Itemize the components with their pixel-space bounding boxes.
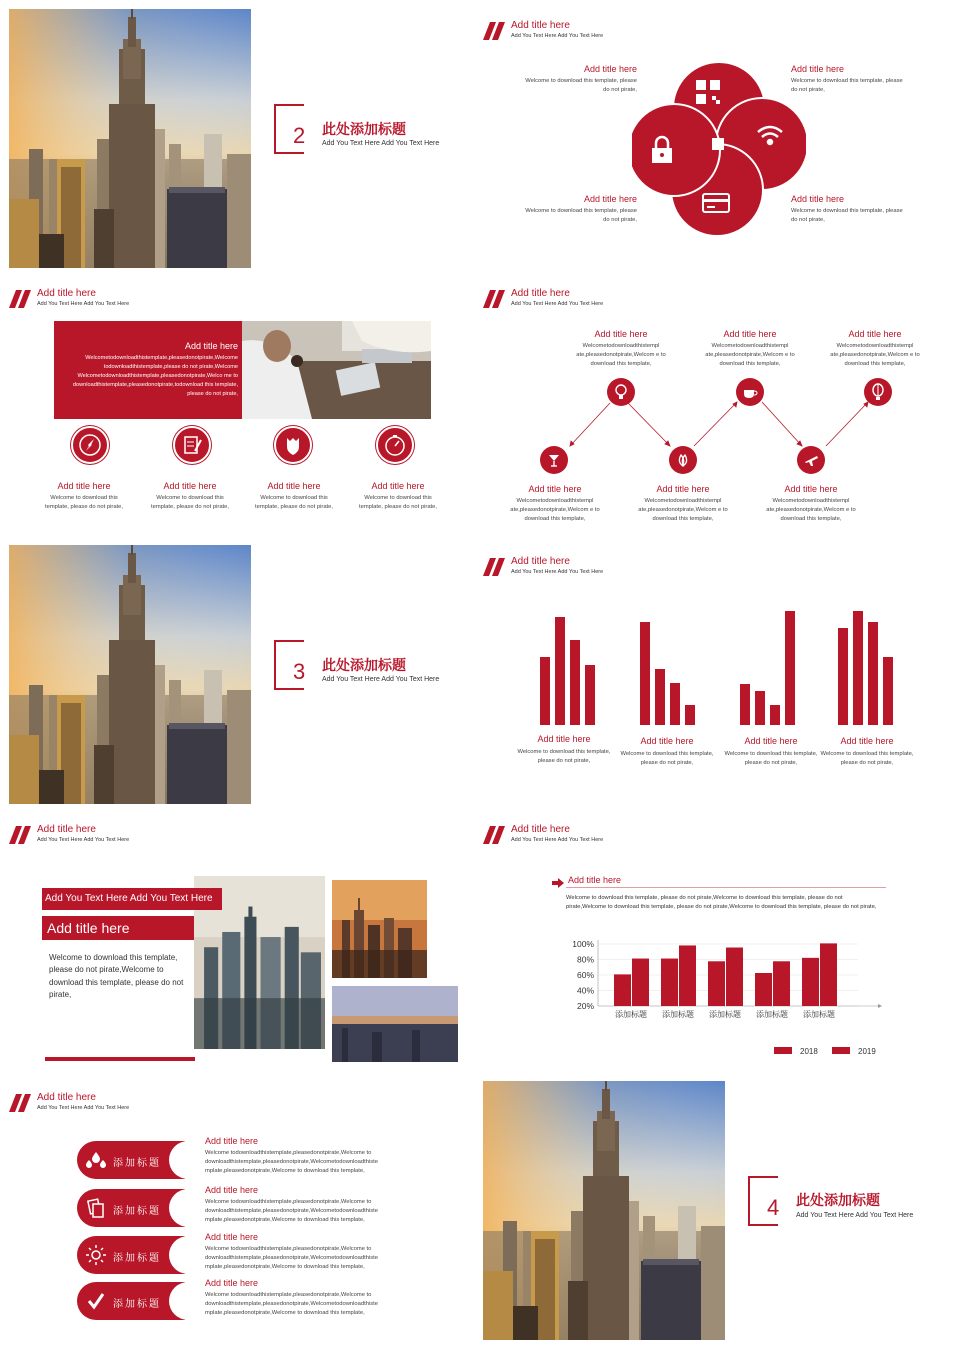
- bar: [853, 611, 863, 725]
- item-text: Welcome to download this template, please do not pirate,: [151, 495, 229, 510]
- slide-zigzag: [482, 268, 956, 536]
- bar-chart: [562, 932, 882, 1064]
- section-title: 此处添加标题: [322, 657, 406, 673]
- brand-slash-icon: [483, 558, 505, 576]
- chart-subtitle: Add title here: [568, 875, 622, 885]
- bar: [755, 691, 765, 725]
- zigzag-bottom-item: [638, 484, 728, 524]
- pill-item: [77, 1189, 185, 1227]
- bar-groups-chart: [482, 596, 956, 728]
- header-subtitle: Add You Text Here Add You Text Here: [37, 837, 130, 843]
- cocktail-icon: [540, 446, 568, 474]
- item-title: Add title here: [791, 194, 845, 204]
- pill-text: [205, 1185, 405, 1225]
- item-text: Welcometodownloadthistempl ate,pleasedonotpirate,Welcom e to download this template,: [705, 343, 795, 367]
- item-text: Welcometodownloadthistempl ate,pleasedonotpirate,Welcom e to download this template,: [576, 343, 666, 367]
- collage-title: Add title here: [42, 916, 194, 940]
- petal-text-br: [791, 194, 906, 225]
- slide-header: [9, 1094, 209, 1114]
- brand-slash-icon: [483, 22, 505, 40]
- header-subtitle: Add You Text Here Add You Text Here: [511, 569, 604, 575]
- item-title: Add title here: [840, 736, 894, 746]
- header-title: Add title here: [511, 556, 570, 567]
- brand-slash-icon: [9, 826, 31, 844]
- petal-text-tl: [522, 64, 637, 95]
- bar-group-caption: [514, 734, 614, 766]
- y-tick-label: 60%: [576, 970, 594, 980]
- header-subtitle: Add You Text Here Add You Text Here: [511, 301, 604, 307]
- bar: [540, 657, 550, 725]
- brand-slash-icon: [483, 826, 505, 844]
- header-subtitle: Add You Text Here Add You Text Here: [37, 1105, 130, 1111]
- item-title: Add title here: [640, 736, 694, 746]
- bar: [632, 959, 649, 1006]
- checkmark-icon: [86, 1291, 106, 1311]
- legend-swatch: [832, 1047, 850, 1054]
- bar: [679, 945, 696, 1006]
- bar-group-caption: [721, 736, 821, 768]
- bar: [773, 961, 790, 1006]
- item-title: Add title here: [784, 484, 838, 494]
- item-title: Add title here: [791, 64, 845, 74]
- lightbulb-icon: [607, 378, 635, 406]
- header-subtitle: Add You Text Here Add You Text Here: [511, 33, 604, 39]
- y-tick-label: 80%: [576, 954, 594, 965]
- slide-header: [9, 826, 209, 846]
- item-title: Add title here: [205, 1278, 259, 1288]
- item-title: Add title here: [656, 484, 710, 494]
- pill-item: [77, 1282, 185, 1320]
- city-photo-dusk: [332, 986, 458, 1062]
- icon-item: [248, 481, 340, 512]
- brand-slash-icon: [483, 290, 505, 308]
- bar: [685, 705, 695, 725]
- item-text: Welcome to download this template, please do not pirate,: [255, 495, 333, 510]
- pill-item: [77, 1236, 185, 1274]
- bar: [670, 683, 680, 725]
- bar: [614, 974, 631, 1006]
- item-text: Welcome todownloadthistemplate,pleasedonotpirate,Welcome to downloadthistemplate,pleasedonotpirate,Welcometodownloadthiste mplate,pleasedonotpirate,Welcome to download this template,: [205, 1150, 378, 1174]
- leaf-icon: [669, 446, 697, 474]
- arrow-right-icon: [552, 878, 564, 888]
- section-number: 3: [293, 659, 306, 684]
- item-text: Welcometodownloadthistempl ate,pleasedonotpirate,Welcom e to download this template,: [510, 498, 600, 522]
- brand-slash-icon: [9, 290, 31, 308]
- item-text: Welcometodownloadthistempl ate,pleasedonotpirate,Welcom e to download this template,: [766, 498, 856, 522]
- item-text: Welcome todownloadthistemplate,pleasedonotpirate,Welcome to downloadthistemplate,pleasedonotpirate,Welcometodownloadthiste mplate,pleasedonotpirate,Welcome to download this template,: [205, 1199, 378, 1223]
- header-subtitle: Add You Text Here Add You Text Here: [37, 301, 130, 307]
- city-photo: [9, 9, 251, 268]
- x-axis-arrow: [878, 1004, 882, 1008]
- shield-icon: [274, 426, 312, 464]
- airplane-icon: [797, 446, 825, 474]
- y-tick-label: 40%: [576, 985, 594, 996]
- item-text: Welcome to download this template, please do not pirate,: [525, 78, 637, 93]
- section-title: 此处添加标题: [796, 1192, 880, 1208]
- item-title: Add title here: [723, 329, 777, 339]
- header-title: Add title here: [37, 288, 96, 299]
- icon-item: [352, 481, 444, 512]
- bar: [740, 684, 750, 725]
- item-text: Welcome to download this template, please do not pirate,: [620, 751, 714, 766]
- header-title: Add title here: [511, 20, 570, 31]
- icon-item: [40, 481, 128, 512]
- office-photo: [242, 321, 431, 419]
- divider: [566, 887, 886, 888]
- petal-text-tr: [791, 64, 906, 95]
- pill-text: [205, 1232, 405, 1272]
- slide-header: [483, 22, 683, 42]
- item-title: Add title here: [163, 481, 217, 491]
- document-stack-icon: [86, 1198, 106, 1218]
- zigzag-bottom-item: [510, 484, 600, 524]
- item-text: Welcome to download this template, please do not pirate,: [791, 78, 903, 93]
- pill-label: 添加标题: [113, 1158, 161, 1169]
- slide-section-4: [474, 1072, 960, 1340]
- slide-section-3: [0, 536, 474, 804]
- slide-header: [483, 826, 683, 846]
- y-tick-label: 100%: [572, 939, 594, 949]
- pill-label: 添加标题: [113, 1299, 161, 1310]
- bar: [655, 669, 665, 725]
- city-photo: [483, 1081, 725, 1340]
- slide-photo-collage: [0, 804, 474, 1072]
- section-title: 此处添加标题: [322, 121, 406, 137]
- pill-text: [205, 1136, 405, 1176]
- bar: [820, 943, 837, 1006]
- section-subtitle: Add You Text Here Add You Text Here: [322, 140, 440, 147]
- legend-label: 2019: [858, 1047, 876, 1056]
- item-title: Add title here: [537, 734, 591, 744]
- slide-photo-icons: [0, 268, 474, 536]
- bar: [708, 961, 725, 1006]
- header-title: Add title here: [37, 824, 96, 835]
- item-title: Add title here: [583, 64, 637, 74]
- city-photo-sunset: [332, 880, 427, 978]
- legend-label: 2018: [800, 1047, 818, 1056]
- icon-item: [144, 481, 236, 512]
- city-photo: [9, 545, 251, 804]
- notepad-icon: [173, 426, 211, 464]
- petal-diagram: [632, 60, 806, 238]
- item-text: Welcome to download this template, please do not pirate,: [359, 495, 437, 510]
- item-title: Add title here: [205, 1136, 259, 1146]
- section-subtitle: Add You Text Here Add You Text Here: [322, 676, 440, 683]
- item-title: Add title here: [205, 1232, 259, 1242]
- bar: [570, 640, 580, 725]
- box-text: Welcometodownloadthistemplate,pleasedonotpirate,Welcome todownloadthistemplate,please do not pirate,Welcome Welcometodownloadthistemplate,pleasedonotpirate,Welco me to downloadthistemplate,pleasedonotpirate,todownload this template, please do not pirate,: [72, 355, 238, 397]
- item-text: Welcome to download this template, please do not pirate,: [820, 751, 914, 766]
- bar: [755, 973, 772, 1006]
- slide-header: [9, 290, 209, 310]
- pill-text: [205, 1278, 405, 1318]
- section-number: 4: [767, 1195, 780, 1220]
- header-title: Add title here: [37, 1092, 96, 1103]
- bar: [785, 611, 795, 725]
- slide-pill-list: [0, 1072, 474, 1340]
- pill-item: [77, 1141, 185, 1179]
- section-number: 2: [293, 123, 306, 148]
- item-title: Add title here: [583, 194, 637, 204]
- slide-petal-diagram: [482, 0, 956, 268]
- item-text: Welcome todownloadthistemplate,pleasedonotpirate,Welcome to downloadthistemplate,pleasedonotpirate,Welcometodownloadthiste mplate,pleasedonotpirate,Welcome to download this template,: [205, 1292, 378, 1316]
- slide-bar-chart: [482, 804, 956, 1072]
- item-title: Add title here: [594, 329, 648, 339]
- x-tick-label: 添加标题: [756, 1010, 788, 1019]
- bar: [661, 959, 678, 1006]
- legend-swatch: [774, 1047, 792, 1054]
- item-title: Add title here: [528, 484, 582, 494]
- item-title: Add title here: [848, 329, 902, 339]
- zigzag-top-item: [830, 329, 920, 369]
- x-tick-label: 添加标题: [803, 1010, 835, 1019]
- item-text: Welcome to download this template, please do not pirate,: [724, 751, 818, 766]
- item-title: Add title here: [744, 736, 798, 746]
- bar: [555, 617, 565, 725]
- brand-slash-icon: [9, 1094, 31, 1112]
- gauge-icon: [376, 426, 414, 464]
- item-text: Welcome to download this template, please do not pirate,: [791, 208, 903, 223]
- y-tick-label: 20%: [576, 1001, 594, 1011]
- item-text: Welcometodownloadthistempl ate,pleasedonotpirate,Welcom e to download this template,: [638, 498, 728, 522]
- slide-header: [483, 290, 683, 310]
- item-text: Welcome todownloadthistemplate,pleasedonotpirate,Welcome to downloadthistemplate,pleasedonotpirate,Welcometodownloadthiste mplate,pleasedonotpirate,Welcome to download this template,: [205, 1246, 378, 1270]
- bar-group-caption: [817, 736, 917, 768]
- water-drops-icon: [85, 1151, 107, 1169]
- bar: [883, 657, 893, 725]
- chart-description: Welcome to download this template, please do not pirate,Welcome to download this template, please do not pirate,Welcome to download this template, please do not pirate,Welcome to download this template, please do not pirate,: [566, 895, 877, 910]
- section-subtitle: Add You Text Here Add You Text Here: [796, 1212, 914, 1219]
- item-title: Add title here: [371, 481, 425, 491]
- bar: [838, 628, 848, 725]
- item-title: Add title here: [57, 481, 111, 491]
- x-tick-label: 添加标题: [709, 1010, 741, 1019]
- header-title: Add title here: [511, 824, 570, 835]
- zigzag-top-item: [705, 329, 795, 369]
- x-tick-label: 添加标题: [615, 1010, 647, 1019]
- bar: [770, 705, 780, 725]
- sun-icon: [85, 1244, 107, 1266]
- item-text: Welcome to download this template, please do not pirate,: [517, 749, 611, 764]
- bar: [802, 958, 819, 1006]
- zigzag-bottom-item: [766, 484, 856, 524]
- item-text: Welcometodownloadthistempl ate,pleasedonotpirate,Welcom e to download this template,: [830, 343, 920, 367]
- slide-section-2: [0, 0, 474, 268]
- bar: [726, 948, 743, 1006]
- banner-text: Add You Text Here Add You Text Here: [42, 888, 222, 910]
- item-text: Welcome to download this template, please do not pirate,: [525, 208, 637, 223]
- hot-air-balloon-icon: [864, 378, 892, 406]
- slide-header: [483, 558, 683, 578]
- red-text-box: [54, 321, 244, 419]
- pill-label: 添加标题: [113, 1206, 161, 1217]
- bar-group-caption: [617, 736, 717, 768]
- bar: [640, 622, 650, 725]
- item-text: Welcome to download this template, please do not pirate,: [45, 495, 123, 510]
- bar: [868, 622, 878, 725]
- header-subtitle: Add You Text Here Add You Text Here: [511, 837, 604, 843]
- header-title: Add title here: [511, 288, 570, 299]
- collage-text: Welcome to download this template, please do not pirate,Welcome to download this template, please do not pirate,: [49, 953, 184, 1000]
- accent-bar: [45, 1057, 195, 1061]
- item-title: Add title here: [205, 1185, 259, 1195]
- bar: [585, 665, 595, 725]
- slide-bar-groups: [482, 536, 956, 804]
- coffee-cup-icon: [736, 378, 764, 406]
- zigzag-top-item: [576, 329, 666, 369]
- box-title: Add title here: [184, 341, 238, 351]
- compass-icon: [71, 426, 109, 464]
- item-title: Add title here: [267, 481, 321, 491]
- pill-label: 添加标题: [113, 1253, 161, 1264]
- x-tick-label: 添加标题: [662, 1010, 694, 1019]
- petal-text-bl: [522, 194, 637, 225]
